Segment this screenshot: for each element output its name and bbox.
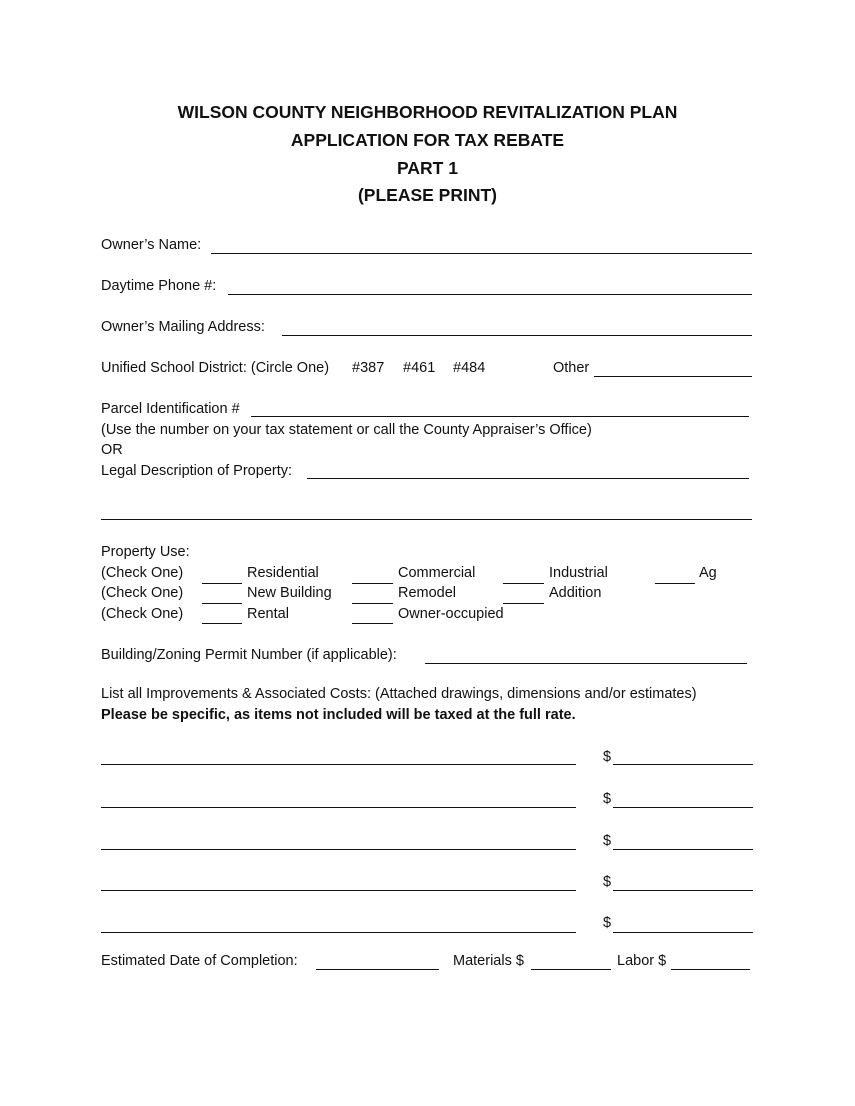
form-part: PART 1	[397, 158, 458, 178]
rental-check[interactable]	[202, 603, 242, 624]
owner-name-label: Owner’s Name:	[101, 237, 202, 253]
daytime-phone-label: Daytime Phone #:	[101, 278, 217, 294]
parcel-id-label: Parcel Identification #	[101, 401, 240, 417]
mailing-address-field[interactable]	[282, 315, 752, 336]
form-title: WILSON COUNTY NEIGHBORHOOD REVITALIZATION PLAN	[177, 102, 678, 122]
usd-option-484[interactable]: #484	[453, 360, 486, 376]
remodel-check[interactable]	[352, 583, 393, 604]
owner-occupied-check[interactable]	[352, 603, 393, 624]
improvement-item-field[interactable]	[101, 829, 576, 850]
currency-symbol: $	[603, 791, 612, 807]
check-one-label: (Check One)	[101, 565, 184, 581]
parcel-id-note: (Use the number on your tax statement or call the County Appraiser’s Office)	[101, 422, 592, 438]
form-print-note: (PLEASE PRINT)	[357, 185, 498, 205]
commercial-label: Commercial	[398, 565, 476, 581]
check-one-label: (Check One)	[101, 606, 184, 622]
improvement-item-field[interactable]	[101, 912, 576, 933]
rental-label: Rental	[247, 606, 289, 622]
improvement-cost-field[interactable]	[613, 870, 753, 891]
currency-symbol: $	[603, 833, 612, 849]
commercial-check[interactable]	[352, 563, 393, 584]
completion-date-label: Estimated Date of Completion:	[101, 953, 298, 969]
improvements-instruction: List all Improvements & Associated Costs: (Attached drawings, dimensions and/or estimates)	[101, 686, 697, 702]
daytime-phone-field[interactable]	[228, 274, 752, 295]
improvement-cost-field[interactable]	[613, 912, 753, 933]
new-building-label: New Building	[247, 585, 332, 601]
ag-label: Ag	[699, 565, 717, 581]
residential-label: Residential	[247, 565, 319, 581]
industrial-check[interactable]	[503, 563, 544, 584]
addition-label: Addition	[549, 585, 602, 601]
completion-date-field[interactable]	[316, 949, 439, 970]
labor-label: Labor $	[617, 953, 667, 969]
improvement-item-field[interactable]	[101, 744, 576, 765]
owner-name-field[interactable]	[211, 233, 752, 254]
ag-check[interactable]	[655, 563, 695, 584]
usd-option-387[interactable]: #387	[352, 360, 385, 376]
owner-occupied-label: Owner-occupied	[398, 606, 504, 622]
residential-check[interactable]	[202, 563, 242, 584]
legal-description-field-2[interactable]	[101, 499, 752, 520]
legal-description-field-1[interactable]	[307, 458, 749, 479]
improvement-cost-field[interactable]	[613, 787, 753, 808]
legal-description-label: Legal Description of Property:	[101, 463, 293, 479]
mailing-address-label: Owner’s Mailing Address:	[101, 319, 265, 335]
usd-other-label: Other	[553, 360, 590, 376]
improvement-cost-field[interactable]	[613, 829, 753, 850]
form-subtitle: APPLICATION FOR TAX REBATE	[290, 130, 565, 150]
improvement-cost-field[interactable]	[613, 744, 753, 765]
or-text: OR	[101, 442, 123, 458]
usd-option-461[interactable]: #461	[403, 360, 436, 376]
new-building-check[interactable]	[202, 583, 242, 604]
improvement-item-field[interactable]	[101, 870, 576, 891]
currency-symbol: $	[603, 874, 612, 890]
materials-field[interactable]	[531, 949, 611, 970]
remodel-label: Remodel	[398, 585, 457, 601]
usd-other-field[interactable]	[594, 356, 752, 377]
improvements-warning: Please be specific, as items not included will be taxed at the full rate.	[101, 707, 576, 723]
materials-label: Materials $	[453, 953, 524, 969]
improvement-item-field[interactable]	[101, 787, 576, 808]
addition-check[interactable]	[503, 583, 544, 604]
industrial-label: Industrial	[549, 565, 608, 581]
currency-symbol: $	[603, 915, 612, 931]
property-use-heading: Property Use:	[101, 544, 190, 560]
parcel-id-field[interactable]	[251, 396, 749, 417]
labor-field[interactable]	[671, 949, 750, 970]
permit-field[interactable]	[425, 643, 747, 664]
permit-label: Building/Zoning Permit Number (if applicable):	[101, 647, 397, 663]
check-one-label: (Check One)	[101, 585, 184, 601]
currency-symbol: $	[603, 749, 612, 765]
usd-label: Unified School District: (Circle One)	[101, 360, 330, 376]
